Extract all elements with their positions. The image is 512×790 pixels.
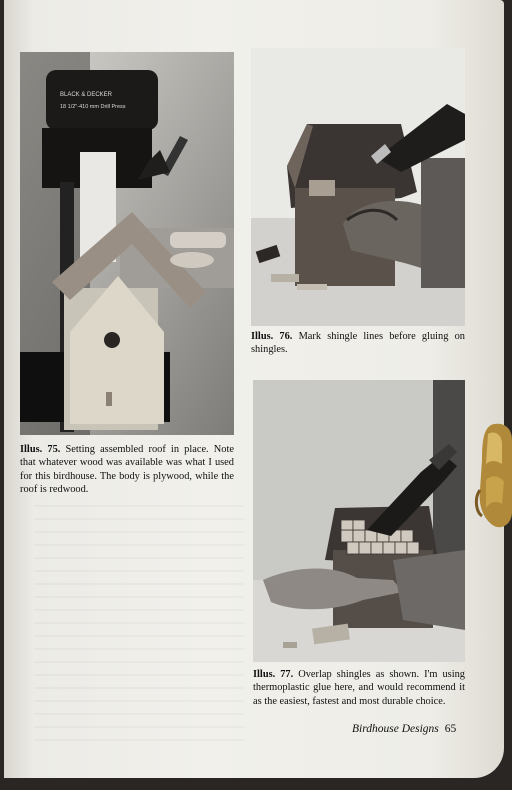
photo-illus-77 [253, 380, 465, 662]
drill-model-text: 18 1/2"-410 mm Drill Press [60, 104, 126, 110]
brass-clip-image [472, 420, 512, 530]
photo-illus-76 [251, 48, 465, 326]
page-number: 65 [444, 723, 457, 735]
caption-illus-76 [251, 330, 465, 357]
page-footer [352, 723, 456, 735]
drill-press-birdhouse-image [20, 52, 234, 435]
running-title: Birdhouse Designs [352, 723, 439, 735]
caption-text-illus-76: Mark shingle lines before gluing on shingles. [251, 331, 465, 356]
caption-illus-75 [20, 443, 234, 497]
book-page [4, 0, 504, 778]
overlap-shingles-image [253, 380, 465, 662]
caption-label-illus-75: Illus. 75. [20, 444, 61, 455]
caption-text-illus-77: Overlap shingles as shown. I'm using thermoplastic glue here, and would recommend it as the easiest, fastest and most durable choice. [253, 669, 465, 707]
caption-label-illus-76: Illus. 76. [251, 331, 293, 342]
photo-illus-75 [20, 52, 234, 435]
caption-label-illus-77: Illus. 77. [253, 669, 294, 680]
caption-illus-77 [253, 668, 465, 708]
mark-shingle-lines-image [251, 48, 465, 326]
caption-text-illus-75: Setting assembled roof in place. Note that whatever wood was available was what I used for this birdhouse. The body is plywood, while the roof is redwood. [20, 444, 234, 496]
bleed-through-text [34, 505, 244, 745]
drill-brand-text: BLACK & DECKER [60, 92, 113, 98]
